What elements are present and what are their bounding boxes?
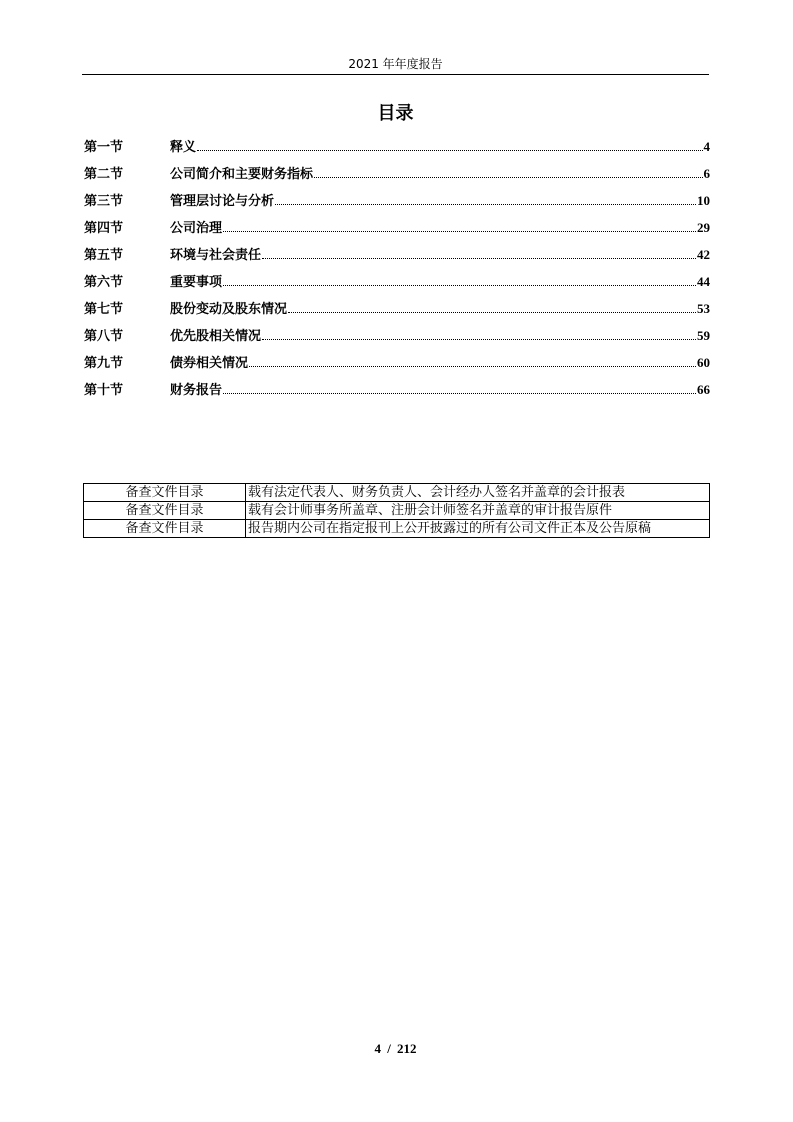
toc-section-number: 第八节 — [84, 329, 124, 344]
toc-section-number: 第九节 — [84, 356, 124, 371]
table-of-contents — [84, 138, 710, 408]
toc-page-number: 4 — [703, 139, 710, 154]
toc-entry[interactable] — [84, 381, 710, 408]
table-row — [84, 502, 710, 520]
toc-entry[interactable] — [84, 219, 710, 246]
toc-page-number: 53 — [697, 301, 710, 316]
reference-documents-table — [83, 483, 710, 538]
toc-section-number: 第一节 — [84, 140, 124, 155]
toc-entry[interactable] — [84, 300, 710, 327]
reference-content-cell: 载有会计师事务所盖章、注册会计师签名并盖章的审计报告原件 — [246, 502, 710, 520]
toc-section-name: 环境与社会责任 — [170, 248, 262, 263]
reference-content-cell: 载有法定代表人、财务负责人、会计经办人签名并盖章的会计报表 — [246, 484, 710, 502]
toc-section-number: 第十节 — [84, 383, 124, 398]
toc-dot-leader — [223, 381, 696, 394]
toc-entry[interactable] — [84, 165, 710, 192]
page-header-title: 2021 年年度报告 — [348, 57, 443, 71]
toc-page-number: 66 — [697, 382, 710, 397]
toc-title: 目录 — [377, 103, 414, 124]
toc-entry[interactable] — [84, 354, 710, 381]
toc-section-name: 优先股相关情况 — [170, 329, 262, 344]
toc-entry[interactable] — [84, 327, 710, 354]
toc-section-name: 财务报告 — [170, 383, 223, 398]
toc-dot-leader — [223, 273, 696, 286]
toc-section-name: 债券相关情况 — [170, 356, 249, 371]
toc-section-number: 第二节 — [84, 167, 124, 182]
toc-section-number: 第四节 — [84, 221, 124, 236]
reference-content-cell: 报告期内公司在指定报刊上公开披露过的所有公司文件正本及公告原稿 — [246, 520, 710, 538]
header-divider — [82, 74, 709, 75]
toc-page-number: 6 — [703, 166, 710, 181]
toc-dot-leader — [314, 165, 702, 178]
toc-entry[interactable] — [84, 246, 710, 273]
reference-label-cell: 备查文件目录 — [84, 484, 246, 502]
page-number-footer: 4 / 212 — [374, 1041, 417, 1056]
toc-dot-leader — [223, 219, 696, 232]
toc-dot-leader — [275, 192, 696, 205]
toc-page-number: 60 — [697, 355, 710, 370]
toc-dot-leader — [288, 300, 696, 313]
toc-page-number: 42 — [697, 247, 710, 262]
toc-section-name: 释义 — [170, 140, 197, 155]
toc-section-name: 股份变动及股东情况 — [170, 302, 288, 317]
toc-page-number: 59 — [697, 328, 710, 343]
toc-entry[interactable] — [84, 273, 710, 300]
toc-entry[interactable] — [84, 192, 710, 219]
toc-page-number: 44 — [697, 274, 710, 289]
reference-label-cell: 备查文件目录 — [84, 502, 246, 520]
toc-section-name: 公司治理 — [170, 221, 223, 236]
toc-dot-leader — [262, 327, 696, 340]
toc-section-number: 第五节 — [84, 248, 124, 263]
toc-section-name: 公司简介和主要财务指标 — [170, 167, 314, 182]
table-row — [84, 484, 710, 502]
toc-page-number: 29 — [697, 220, 710, 235]
toc-dot-leader — [262, 246, 696, 259]
reference-label-cell: 备查文件目录 — [84, 520, 246, 538]
toc-entry[interactable] — [84, 138, 710, 165]
toc-dot-leader — [249, 354, 696, 367]
toc-section-number: 第六节 — [84, 275, 124, 290]
toc-section-name: 管理层讨论与分析 — [170, 194, 275, 209]
toc-dot-leader — [197, 138, 702, 151]
toc-section-number: 第三节 — [84, 194, 124, 209]
toc-section-name: 重要事项 — [170, 275, 223, 290]
table-row — [84, 520, 710, 538]
toc-section-number: 第七节 — [84, 302, 124, 317]
toc-page-number: 10 — [697, 193, 710, 208]
